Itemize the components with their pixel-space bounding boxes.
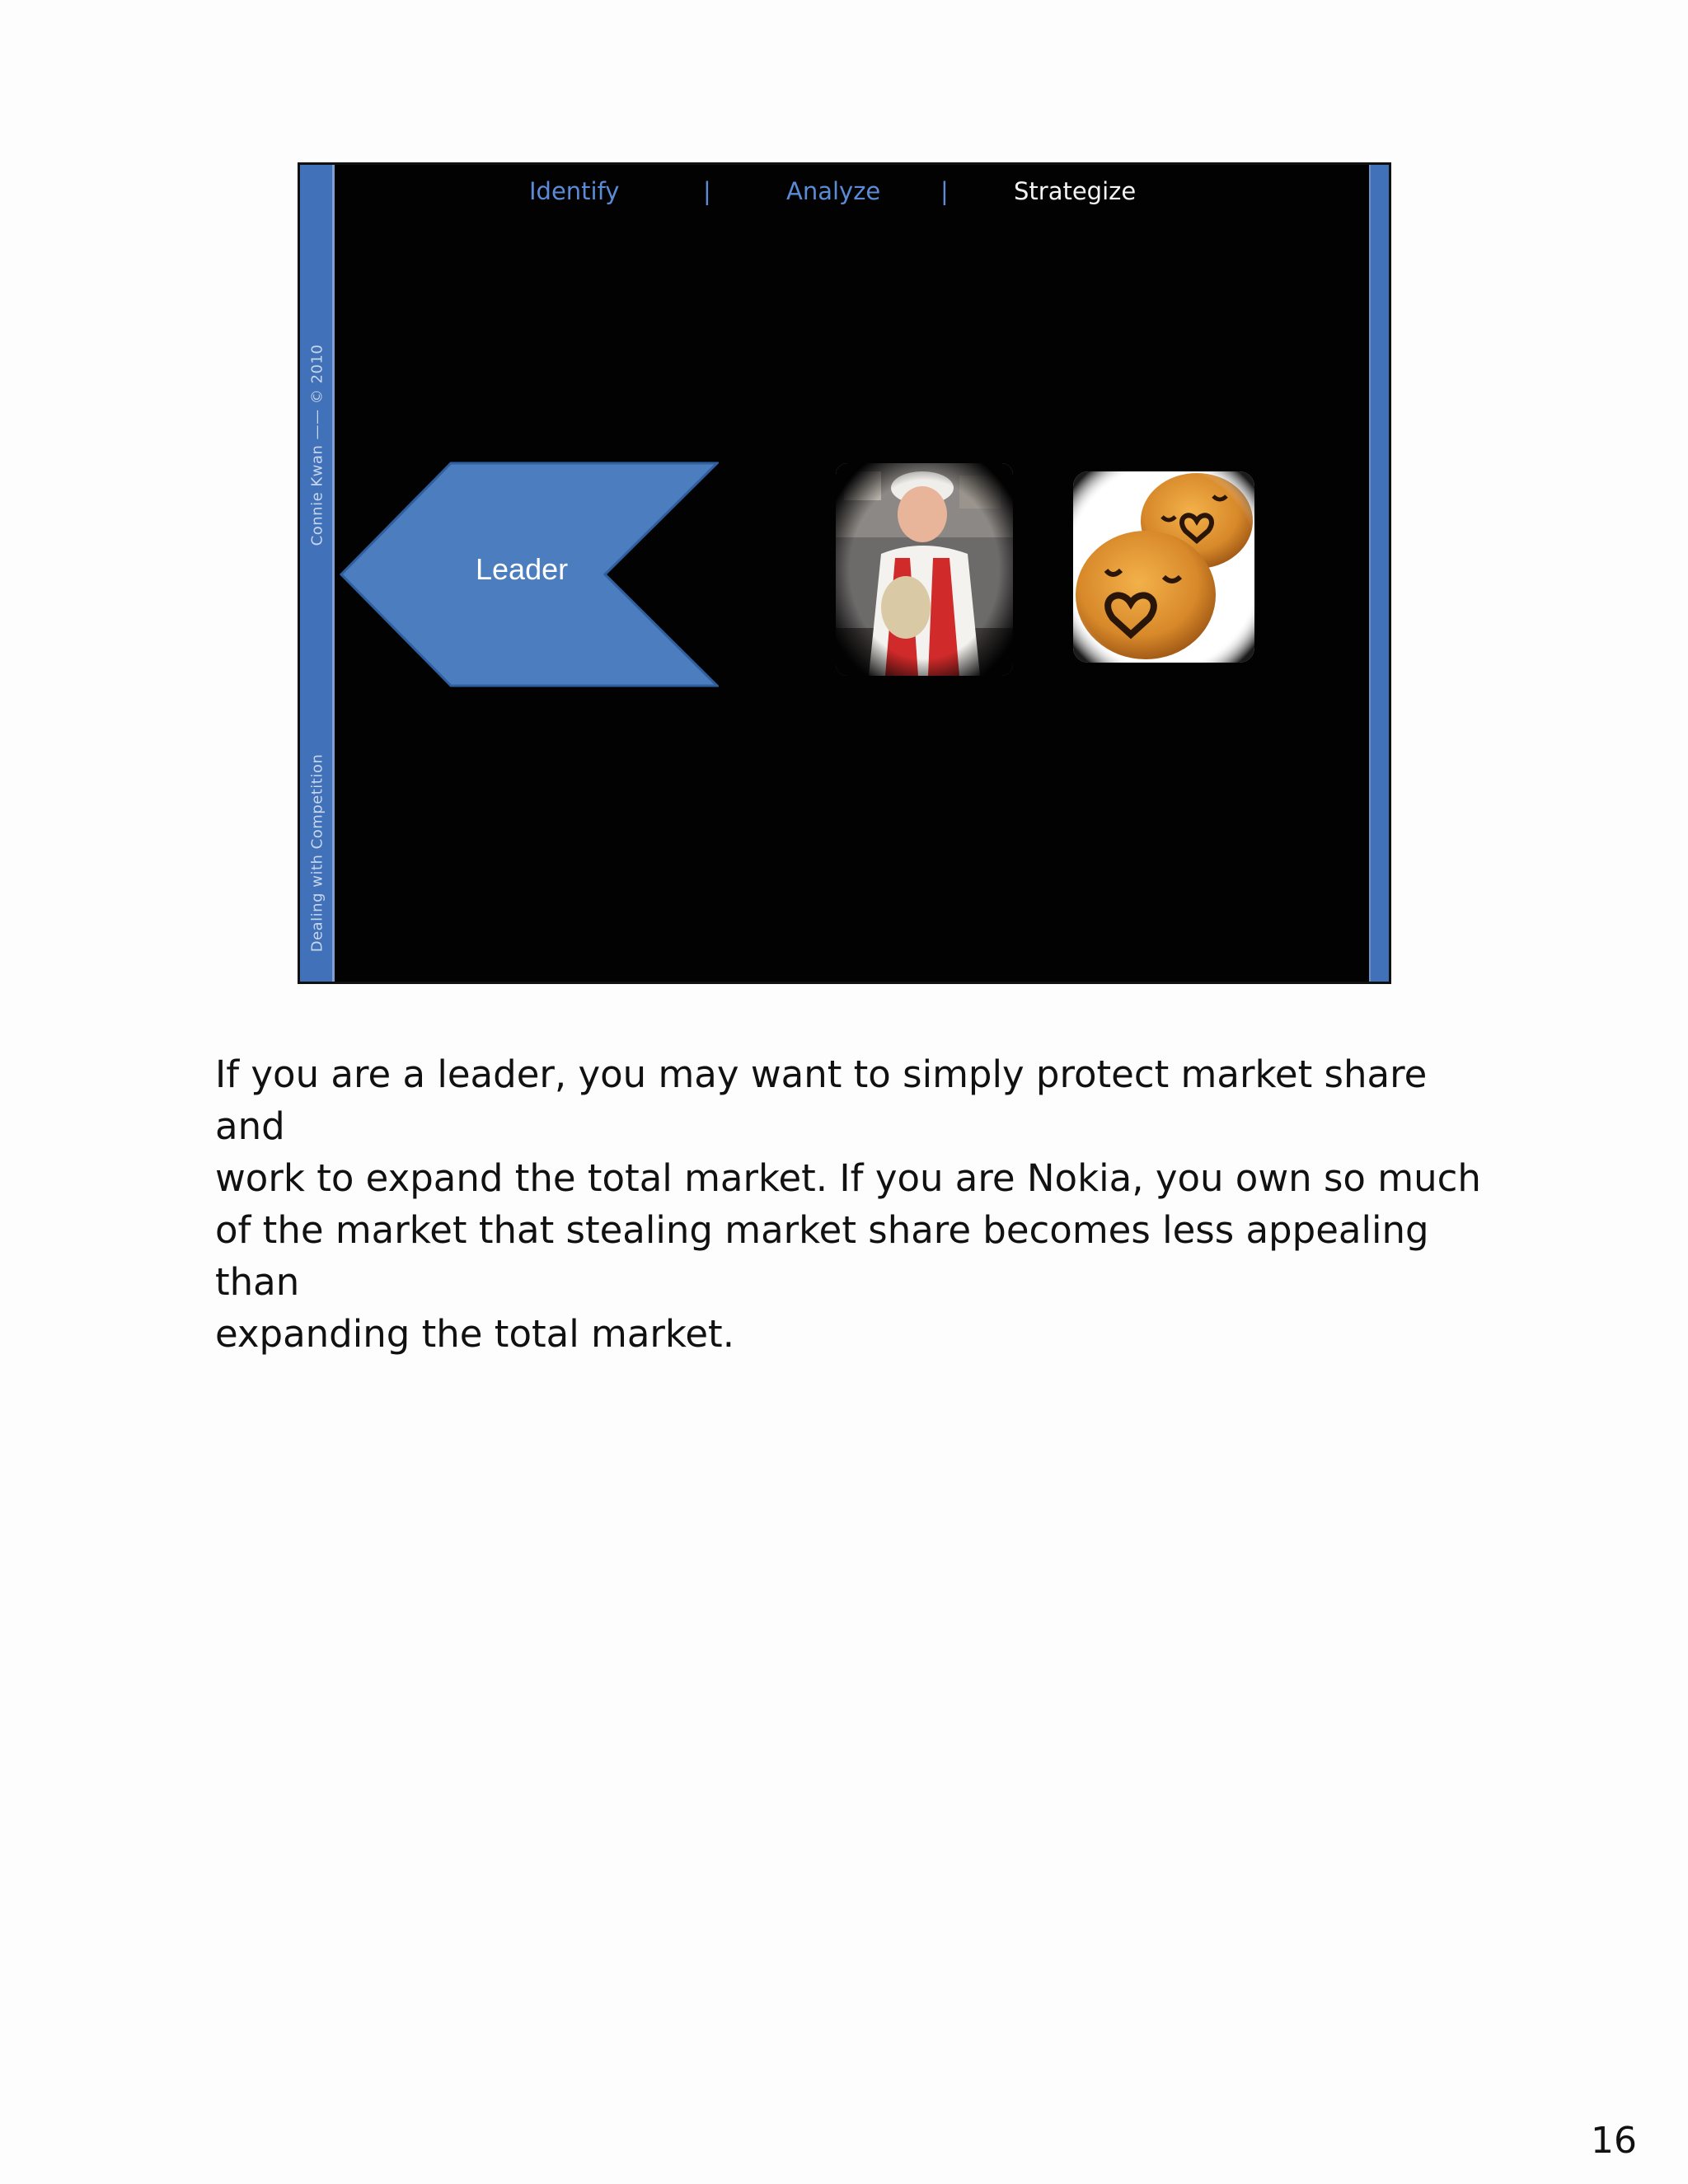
copyright-text: Connie Kwan —— © 2010	[308, 344, 326, 546]
slide-nav	[300, 171, 1389, 212]
baker-woman-photo	[836, 463, 1013, 676]
slide	[298, 162, 1391, 984]
leader-label: Leader	[476, 552, 569, 586]
nav-separator: |	[703, 177, 711, 205]
page-number: 16	[1591, 2120, 1637, 2162]
nav-separator: |	[940, 177, 949, 205]
nav-strategize: Strategize	[1014, 177, 1137, 205]
slide-right-bar	[1369, 165, 1389, 982]
pies-with-hearts-photo	[1073, 471, 1254, 663]
slide-notes-text: If you are a leader, you may want to simply protect market share and work to expand the total market. If you are Nokia, you own so much of the market that stealing market share becomes less appealing than expanding the total market.	[215, 1052, 1481, 1356]
nav-identify: Identify	[529, 177, 620, 205]
presentation-title: Dealing with Competition	[308, 753, 326, 953]
slide-left-bar	[300, 165, 335, 982]
nav-analyze: Analyze	[786, 177, 881, 205]
